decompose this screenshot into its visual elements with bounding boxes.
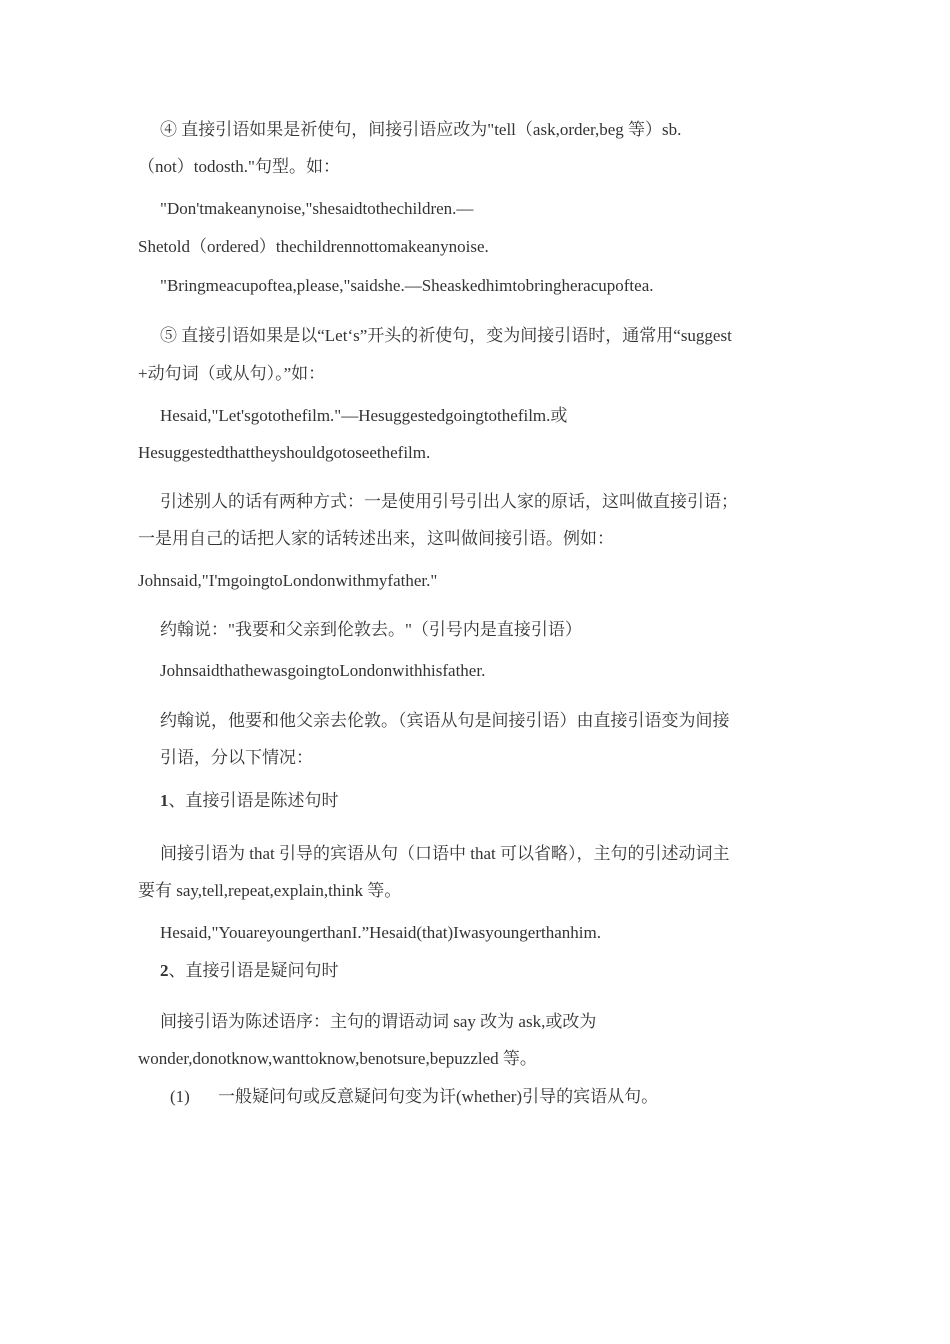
- paragraph-lets-rule-line1: ⑤ 直接引语如果是以“Let‘s”开头的祈使句，变为间接引语时，通常用“suggest: [160, 326, 732, 345]
- example-noise-line2: Shetold（ordered）thechildrennottomakeanynoise.: [138, 237, 489, 256]
- section-title: 、直接引语是陈述句时: [168, 791, 339, 810]
- paragraph-imperative-rule-line2: （not）todosth."句型。如：: [138, 157, 340, 176]
- paragraph-reported-speech-intro-line2: 一是用自己的话把人家的话转述出来，这叫做间接引语。例如：: [138, 529, 614, 548]
- paragraph-cases-intro-line1: 约翰说，他要和他父亲去伦敦。（宾语从句是间接引语）由直接引语变为间接: [160, 711, 730, 730]
- example-london-translation: 约翰说："我要和父亲到伦敦去。"（引号内是直接引语）: [160, 620, 582, 639]
- example-film-line1: Hesaid,"Let'sgotothefilm."—Hesuggestedgoingtothefilm.或: [160, 406, 568, 425]
- example-film-line2: Hesuggestedthattheyshouldgotoseethefilm.: [138, 443, 431, 462]
- section-number: 1: [160, 791, 169, 810]
- example-london-indirect: JohnsaidthathewasgoingtoLondonwithhisfather.: [160, 661, 486, 680]
- section-title: 、直接引语是疑问句时: [168, 961, 339, 980]
- list-item-number: (1): [170, 1087, 190, 1106]
- example-younger: Hesaid,"YouareyoungerthanI.”Hesaid(that)Iwasyoungerthanhim.: [160, 923, 601, 942]
- section-heading-declarative: [160, 792, 339, 809]
- paragraph-question-rule-line2: wonder,donotknow,wanttoknow,benotsure,bepuzzled 等。: [138, 1049, 537, 1068]
- paragraph-lets-rule-line2: +动句词（或从句）。”如：: [138, 364, 326, 383]
- paragraph-cases-intro-line2: 引语，分以下情况：: [160, 748, 313, 767]
- list-item-text: 一般疑问句或反意疑问句变为讦(whether)引导的宾语从句。: [218, 1087, 659, 1106]
- paragraph-reported-speech-intro-line1: 引述别人的话有两种方式：一是使用引号引出人家的原话，这叫做直接引语；: [160, 492, 738, 511]
- example-noise-line1: "Don'tmakeanynoise,"shesaidtothechildren.—: [160, 199, 474, 218]
- paragraph-imperative-rule-line1: ④ 直接引语如果是祈使句，间接引语应改为"tell（ask,order,beg 等）sb.: [160, 120, 682, 139]
- paragraph-declarative-rule-line1: 间接引语为 that 引导的宾语从句（口语中 that 可以省略），主句的引述动词主: [160, 844, 730, 863]
- example-london-direct: Johnsaid,"I'mgoingtoLondonwithmyfather.": [138, 571, 438, 590]
- example-tea: "Bringmeacupoftea,please,"saidshe.—Sheaskedhimtobringheracupoftea.: [160, 276, 654, 295]
- section-heading-question: [160, 962, 339, 979]
- paragraph-declarative-rule-line2: 要有 say,tell,repeat,explain,think 等。: [138, 881, 402, 900]
- section-number: 2: [160, 961, 169, 980]
- paragraph-question-rule-line1: 间接引语为陈述语序：主句的谓语动词 say 改为 ask,或改为: [160, 1012, 597, 1031]
